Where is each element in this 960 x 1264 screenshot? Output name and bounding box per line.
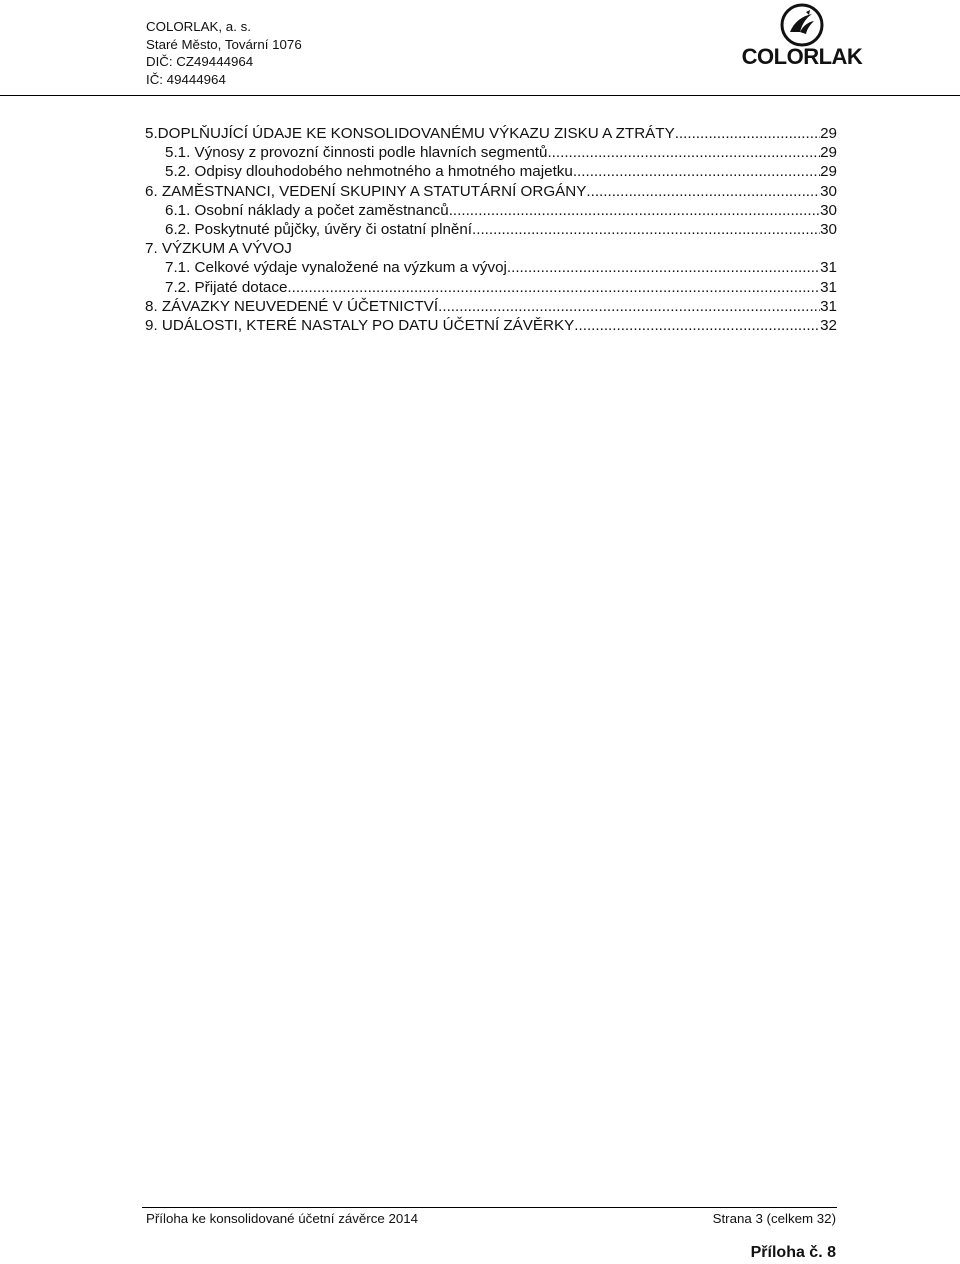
toc-dot-leader	[472, 220, 820, 239]
toc-entry-title: 6.1. Osobní náklady a počet zaměstnanců	[165, 201, 449, 219]
appendix-label: Příloha č. 8	[750, 1244, 836, 1261]
toc-entry-title: 7.2. Přijaté dotace	[165, 278, 288, 296]
company-id: IČ: 49444964	[146, 71, 226, 87]
toc-entry[interactable]	[145, 278, 837, 297]
colorlak-logo-icon	[776, 2, 828, 48]
toc-dot-leader	[438, 297, 820, 316]
toc-dot-leader	[507, 258, 820, 277]
company-vat-id: DIČ: CZ49444964	[146, 54, 254, 69]
header-divider	[0, 95, 960, 96]
toc-entry-page: 30	[820, 220, 837, 238]
toc-entry[interactable]	[145, 182, 837, 201]
toc-dot-leader	[547, 143, 820, 162]
logo-wordmark: COLORLAK	[741, 44, 863, 69]
toc-entry[interactable]	[145, 201, 837, 220]
footer-divider	[142, 1207, 837, 1208]
toc-dot-leader	[586, 182, 820, 201]
toc-dot-leader	[449, 201, 820, 220]
company-info	[146, 18, 302, 88]
toc-entry[interactable]	[145, 316, 837, 335]
toc-entry-title: 7.1. Celkové výdaje vynaložené na výzkum a vývoj	[165, 259, 507, 277]
toc-entry-page: 29	[820, 163, 837, 181]
colorlak-logo	[738, 2, 866, 74]
toc-entry-page: 29	[820, 125, 837, 142]
company-name: COLORLAK, a. s.	[146, 19, 251, 34]
toc-entry[interactable]	[145, 297, 837, 316]
toc-entry-page: 31	[820, 297, 837, 315]
toc-entry-title: 6. ZAMĚSTNANCI, VEDENÍ SKUPINY A STATUTÁRNÍ ORGÁNY	[145, 182, 587, 200]
toc-entry-title: 5.2. Odpisy dlouhodobého nehmotného a hmotného majetku	[165, 163, 573, 181]
footer-document-title: Příloha ke konsolidované účetní závěrce 2014	[146, 1211, 419, 1226]
toc-entry[interactable]	[145, 124, 837, 143]
toc-dot-leader	[573, 162, 820, 181]
toc-entry-title: 5.DOPLŇUJÍCÍ ÚDAJE KE KONSOLIDOVANÉMU VÝKAZU ZISKU A ZTRÁTY	[145, 125, 675, 142]
toc-entry-title: 5.1. Výnosy z provozní činnosti podle hlavních segmentů	[165, 144, 548, 162]
toc-entry[interactable]	[145, 220, 837, 239]
toc-dot-leader	[574, 316, 820, 335]
toc-dot-leader	[287, 278, 820, 297]
toc-entry-page: 31	[820, 278, 837, 296]
company-address: Staré Město, Tovární 1076	[146, 36, 302, 52]
toc-entry-page: 30	[820, 182, 837, 200]
toc-dot-leader	[675, 124, 820, 143]
toc-entry[interactable]	[145, 258, 837, 277]
toc-entry-title: 8. ZÁVAZKY NEUVEDENÉ V ÚČETNICTVÍ	[145, 297, 439, 315]
table-of-contents	[145, 124, 837, 335]
toc-entry-title: 9. UDÁLOSTI, KTERÉ NASTALY PO DATU ÚČETNÍ ZÁVĚRKY	[145, 316, 575, 334]
toc-entry-title: 7. VÝZKUM A VÝVOJ	[145, 240, 292, 258]
toc-entry[interactable]	[145, 239, 837, 258]
toc-entry-page: 30	[820, 201, 837, 219]
toc-entry-page: 32	[820, 316, 837, 334]
toc-entry-page: 29	[820, 144, 837, 162]
footer-page-number: Strana 3 (celkem 32)	[712, 1211, 836, 1226]
toc-entry-title: 6.2. Poskytnuté půjčky, úvěry či ostatní plnění	[165, 220, 473, 238]
toc-entry-page: 31	[820, 259, 837, 277]
toc-entry[interactable]	[145, 143, 837, 162]
toc-entry[interactable]	[145, 162, 837, 181]
